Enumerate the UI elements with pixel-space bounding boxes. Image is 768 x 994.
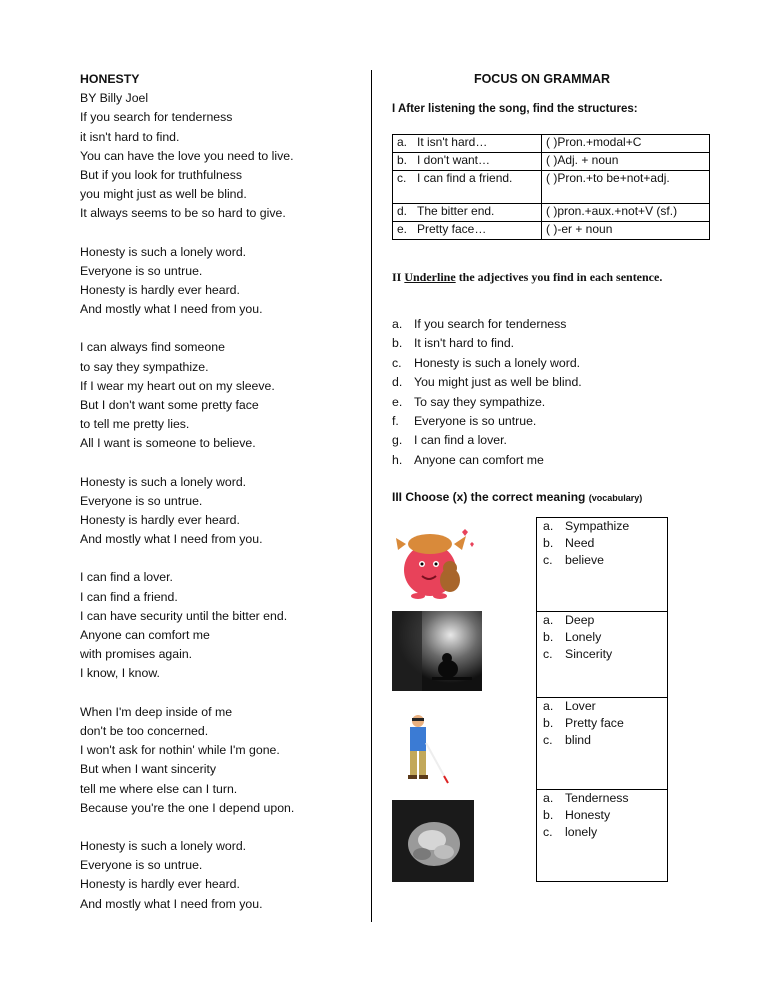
- table-row: [393, 153, 710, 171]
- sentence-text: It isn't hard to find.: [414, 336, 515, 351]
- item-letter: d.: [392, 375, 403, 390]
- item-letter: d.: [397, 204, 408, 218]
- table-row: [393, 222, 710, 240]
- lyric-line: Honesty is hardly ever heard.: [80, 283, 240, 298]
- lyric-line: When I'm deep inside of me: [80, 704, 233, 719]
- item-letter: f.: [392, 414, 399, 429]
- lyric-line: If I wear my heart out on my sleeve.: [80, 378, 275, 393]
- list-item[interactable]: [392, 315, 582, 334]
- list-item[interactable]: [392, 451, 582, 470]
- sentences-list: [392, 315, 582, 470]
- option-text: Tenderness: [565, 791, 629, 805]
- section-3-instruction: [392, 490, 642, 504]
- stanza-gap: [80, 454, 360, 473]
- structure-phrase: I can find a friend.: [417, 171, 513, 185]
- option-text: Deep: [565, 613, 595, 627]
- lyric-line: to tell me pretty lies.: [80, 417, 190, 432]
- lyric-line: don't be too concerned.: [80, 723, 209, 738]
- structure-phrase: I don't want…: [417, 153, 490, 167]
- sentence-text: If you search for tenderness: [414, 317, 567, 331]
- song-title: HONESTY: [80, 72, 140, 86]
- sentence-text: I can find a lover.: [414, 433, 507, 448]
- lyric-line: it isn't hard to find.: [80, 129, 180, 144]
- section-2-rest: the adjectives you find in each sentence.: [455, 270, 663, 284]
- stanza-gap: [80, 549, 360, 568]
- option-text: Sincerity: [565, 647, 613, 661]
- sad-person-dark-image: [392, 611, 482, 691]
- item-letter: a.: [397, 135, 408, 149]
- option-letter: c.: [543, 733, 553, 747]
- stanzas: [80, 108, 360, 913]
- sentence-text: To say they sympathize.: [414, 394, 546, 409]
- choice-option[interactable]: [543, 646, 667, 663]
- section-2-prefix: II: [392, 270, 405, 284]
- sentence-text: Everyone is so untrue.: [414, 414, 537, 429]
- sentence-text: Anyone can comfort me: [414, 452, 544, 467]
- grammar-heading: FOCUS ON GRAMMAR: [473, 72, 611, 86]
- lyric-line: Honesty is such a lonely word.: [80, 474, 247, 489]
- choice-option[interactable]: [543, 790, 667, 807]
- option-text: believe: [565, 553, 604, 567]
- structure-phrase: Pretty face…: [417, 222, 487, 236]
- lyric-line: I can have security until the bitter end.: [80, 608, 288, 623]
- option-letter: c.: [543, 825, 553, 839]
- option-letter: a.: [543, 699, 554, 713]
- item-letter: e.: [392, 394, 403, 409]
- lyric-line: All I want is someone to believe.: [80, 436, 256, 451]
- lyric-line: You can have the love you need to live.: [80, 148, 294, 163]
- vocab-choices-3: [536, 697, 668, 789]
- section-3-note: (vocabulary): [588, 493, 643, 503]
- item-letter: a.: [392, 317, 403, 331]
- list-item[interactable]: [392, 334, 582, 353]
- lyric-line: If you search for tenderness: [80, 110, 233, 125]
- section-3-text: III Choose (x) the correct meaning: [392, 490, 589, 504]
- list-item[interactable]: [392, 373, 582, 392]
- table-row: [393, 135, 710, 153]
- sentence-text: You might just as well be blind.: [414, 375, 582, 390]
- option-text: Need: [565, 536, 595, 550]
- table-row: [393, 204, 710, 222]
- structure-pattern[interactable]: ( )Pron.+to be+not+adj.: [546, 171, 670, 185]
- choice-option[interactable]: [543, 612, 667, 629]
- lyric-line: I can always find someone: [80, 340, 225, 355]
- choice-option[interactable]: [543, 629, 667, 646]
- lyric-line: I can find a friend.: [80, 589, 178, 604]
- item-letter: h.: [392, 452, 403, 467]
- choice-option[interactable]: [543, 535, 667, 552]
- list-item[interactable]: [392, 354, 582, 373]
- option-letter: b.: [543, 808, 554, 822]
- item-letter: c.: [397, 171, 407, 185]
- choice-option[interactable]: [543, 807, 667, 824]
- vocab-choices-2: [536, 611, 668, 697]
- lyric-line: Anyone can comfort me: [80, 628, 210, 643]
- song-author: BY Billy Joel: [80, 91, 149, 106]
- stanza-gap: [80, 319, 360, 338]
- item-letter: e.: [397, 222, 408, 236]
- choice-option[interactable]: [543, 732, 667, 749]
- option-letter: b.: [543, 716, 554, 730]
- choice-option[interactable]: [543, 824, 667, 841]
- lyric-line: And mostly what I need from you.: [80, 896, 263, 911]
- choice-option[interactable]: [543, 552, 667, 569]
- structure-pattern[interactable]: ( )Pron.+modal+C: [546, 135, 642, 149]
- structure-pattern[interactable]: ( )-er + noun: [546, 222, 613, 236]
- lyric-line: Honesty is hardly ever heard.: [80, 877, 240, 892]
- lyric-line: Honesty is hardly ever heard.: [80, 513, 240, 528]
- option-letter: a.: [543, 519, 554, 533]
- option-text: Lover: [565, 699, 596, 713]
- option-text: Honesty: [565, 808, 611, 822]
- option-text: lonely: [565, 825, 598, 839]
- stanza-gap: [80, 224, 360, 243]
- structure-pattern[interactable]: ( )pron.+aux.+not+V (sf.): [546, 204, 678, 218]
- underline-word: Underline: [404, 270, 456, 284]
- lyric-line: to say they sympathize.: [80, 359, 209, 374]
- lyric-line: And mostly what I need from you.: [80, 302, 263, 317]
- lyric-line: I won't ask for nothin' while I'm gone.: [80, 743, 280, 758]
- lyric-line: It always seems to be so hard to give.: [80, 206, 286, 221]
- lyric-line: Everyone is so untrue.: [80, 263, 203, 278]
- vocab-choices-4: [536, 789, 668, 882]
- item-letter: g.: [392, 433, 403, 448]
- stanza-gap: [80, 684, 360, 703]
- lyric-line: But when I want sincerity: [80, 762, 217, 777]
- sentence-text: Honesty is such a lonely word.: [414, 355, 581, 370]
- column-divider: [371, 70, 372, 922]
- structures-table: [392, 134, 710, 240]
- section-2-instruction: [392, 268, 692, 286]
- lyric-line: with promises again.: [80, 647, 193, 662]
- item-letter: c.: [392, 355, 402, 370]
- item-letter: b.: [392, 336, 403, 351]
- lyric-line: I can find a lover.: [80, 570, 173, 585]
- option-text: Pretty face: [565, 716, 624, 730]
- lyric-line: Honesty is such a lonely word.: [80, 244, 247, 259]
- structure-phrase: The bitter end.: [417, 204, 495, 218]
- option-letter: c.: [543, 647, 553, 661]
- option-letter: c.: [543, 553, 553, 567]
- list-item[interactable]: [392, 431, 582, 450]
- stanza-gap: [80, 818, 360, 837]
- cartoon-girl-bear-image: [392, 524, 478, 600]
- option-letter: b.: [543, 536, 554, 550]
- list-item[interactable]: [392, 393, 582, 412]
- option-text: Lonely: [565, 630, 602, 644]
- option-letter: a.: [543, 791, 554, 805]
- choice-option[interactable]: [543, 715, 667, 732]
- lyric-line: Because you're the one I depend upon.: [80, 800, 295, 815]
- section-1-instruction: I After listening the song, find the structures:: [392, 103, 638, 115]
- lyric-line: Honesty is such a lonely word.: [80, 838, 247, 853]
- structure-pattern[interactable]: ( )Adj. + noun: [546, 153, 619, 167]
- option-letter: b.: [543, 630, 554, 644]
- lyric-line: tell me where else can I turn.: [80, 781, 238, 796]
- option-text: blind: [565, 733, 591, 747]
- vocab-choices-1: [536, 517, 668, 611]
- list-item[interactable]: [392, 412, 582, 431]
- table-row: [393, 171, 710, 204]
- lyric-line: you might just as well be blind.: [80, 187, 247, 202]
- lyric-line: But I don't want some pretty face: [80, 398, 259, 413]
- holding-hands-image: [392, 800, 474, 882]
- lyric-line: And mostly what I need from you.: [80, 532, 263, 547]
- structure-phrase: It isn't hard…: [417, 135, 488, 149]
- lyric-line: Everyone is so untrue.: [80, 493, 203, 508]
- blind-man-cane-image: [398, 713, 450, 785]
- choice-option[interactable]: [543, 518, 667, 535]
- lyric-line: Everyone is so untrue.: [80, 858, 203, 873]
- lyric-line: I know, I know.: [80, 666, 160, 681]
- option-text: Sympathize: [565, 519, 630, 533]
- song-lyrics: [80, 70, 360, 914]
- item-letter: b.: [397, 153, 408, 167]
- option-letter: a.: [543, 613, 554, 627]
- lyric-line: But if you look for truthfulness: [80, 168, 242, 183]
- choice-option[interactable]: [543, 698, 667, 715]
